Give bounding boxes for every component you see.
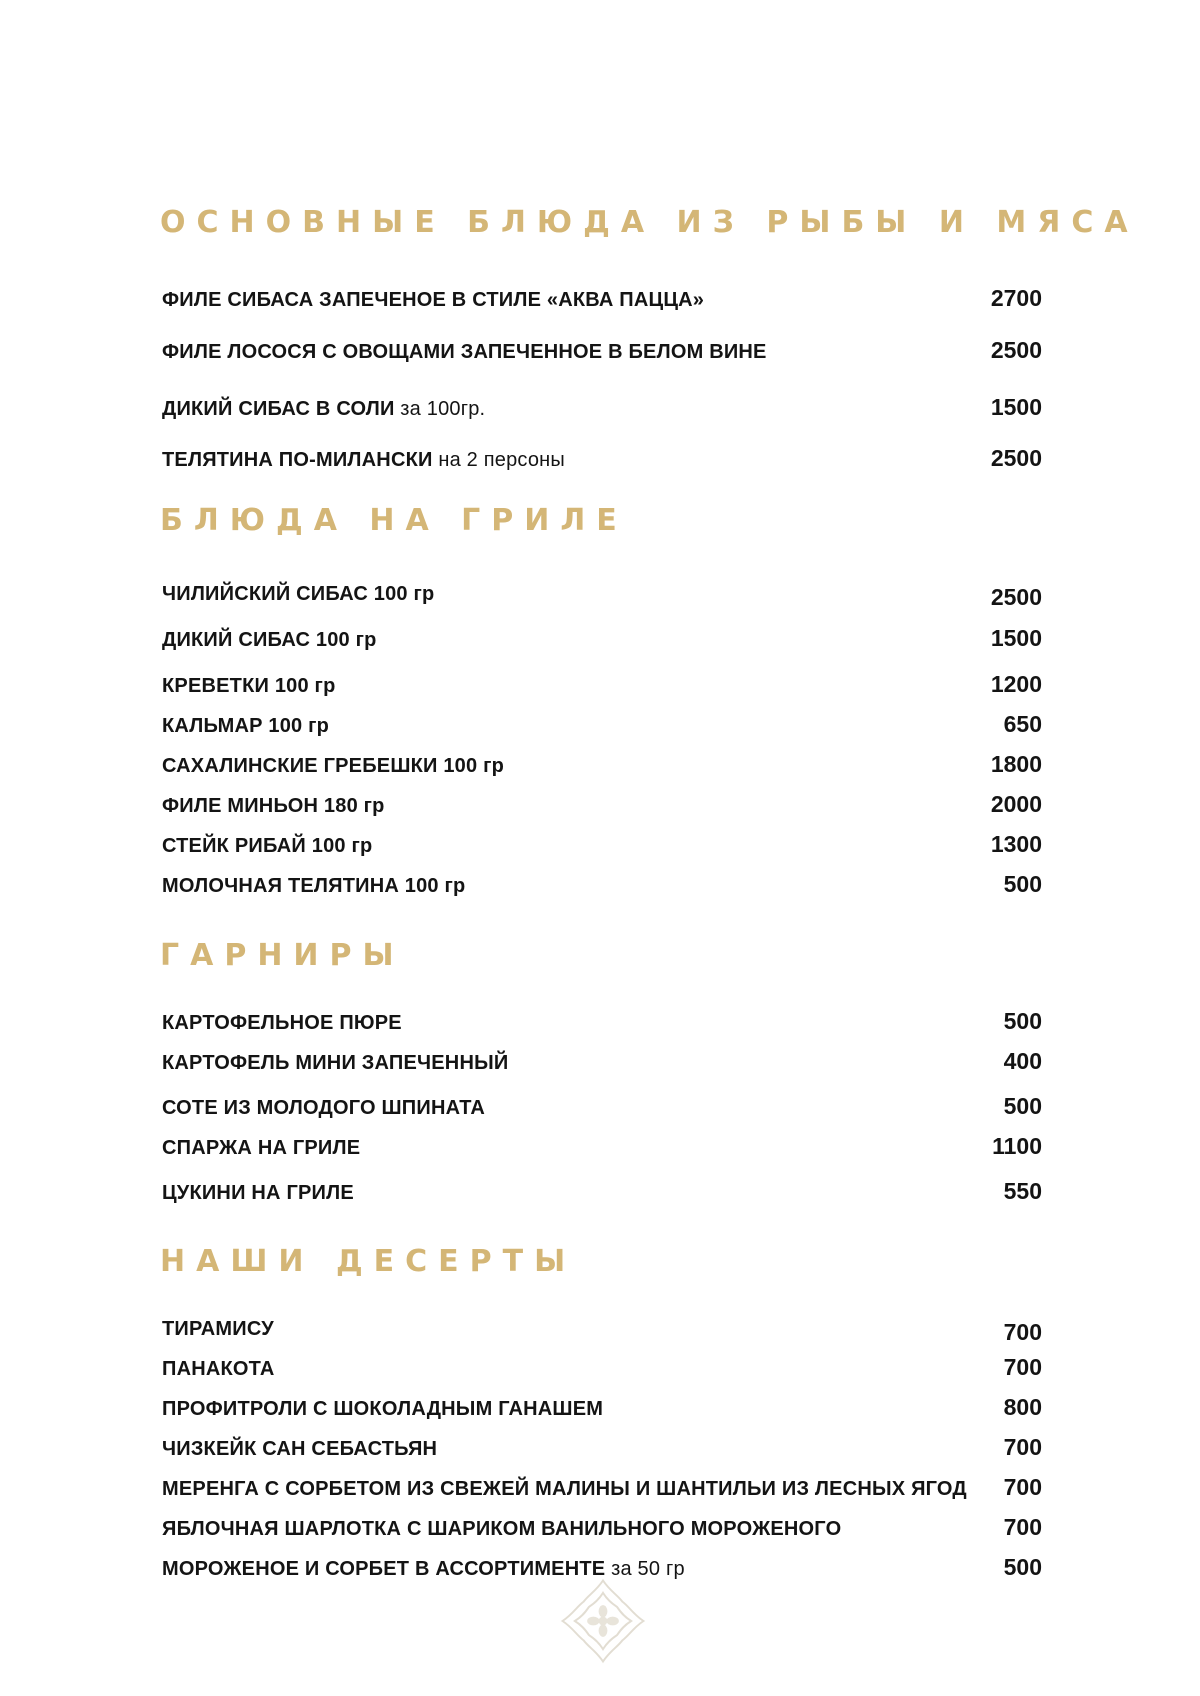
menu-item: [162, 1351, 1042, 1381]
item-price: 1100: [992, 1133, 1042, 1159]
item-price: 400: [1003, 1048, 1042, 1074]
item-name: ЧИЗКЕЙК САН СЕБАСТЬЯН: [162, 1438, 438, 1460]
item-name: ТИРАМИСУ: [162, 1318, 274, 1340]
item-name: КАЛЬМАР 100 гр: [162, 715, 330, 737]
menu-item: [162, 1090, 1042, 1120]
menu-item: [162, 868, 1042, 898]
floral-ornament-icon: [559, 1577, 647, 1665]
item-name: ФИЛЕ МИНЬОН 180 гр: [162, 795, 385, 817]
item-price: 700: [1003, 1354, 1042, 1380]
menu-item: [162, 748, 1042, 778]
item-price: 500: [1003, 1554, 1042, 1580]
menu-item: [162, 442, 1042, 472]
menu-item: [162, 1316, 1042, 1346]
item-price: 2500: [990, 337, 1042, 363]
section-title-sides: ГАРНИРЫ: [160, 938, 405, 973]
item-price: 2500: [990, 584, 1042, 610]
item-price: 700: [1003, 1319, 1042, 1345]
item-name: ЦУКИНИ НА ГРИЛЕ: [162, 1182, 354, 1204]
item-name: ПАНАКОТА: [162, 1358, 275, 1380]
item-price: 2000: [990, 791, 1042, 817]
item-note: на 2 персоны: [438, 449, 565, 471]
item-price: 700: [1003, 1434, 1042, 1460]
item-price: 800: [1003, 1394, 1042, 1420]
item-name: ФИЛЕ СИБАСА ЗАПЕЧЕНОЕ В СТИЛЕ «АКВА ПАЦЦА»: [162, 289, 705, 311]
item-name: САХАЛИНСКИЕ ГРЕБЕШКИ 100 гр: [162, 755, 505, 777]
item-name: ПРОФИТРОЛИ С ШОКОЛАДНЫМ ГАНАШЕМ: [162, 1398, 604, 1420]
item-name: КАРТОФЕЛЬ МИНИ ЗАПЕЧЕННЫЙ: [162, 1052, 509, 1074]
menu-item: [162, 1511, 1042, 1541]
menu-item: [162, 581, 1042, 611]
item-name: КАРТОФЕЛЬНОЕ ПЮРЕ: [162, 1012, 402, 1034]
menu-item: [162, 334, 1042, 364]
item-price: 1500: [990, 625, 1042, 651]
item-name: МОРОЖЕНОЕ И СОРБЕТ В АССОРТИМЕНТЕ за 50 гр: [162, 1558, 685, 1580]
item-name: ЯБЛОЧНАЯ ШАРЛОТКА С ШАРИКОМ ВАНИЛЬНОГО МОРОЖЕНОГО: [162, 1518, 842, 1540]
menu-item: [162, 828, 1042, 858]
item-price: 500: [1003, 1093, 1042, 1119]
item-name: ЧИЛИЙСКИЙ СИБАС 100 гр: [162, 583, 435, 605]
menu-item: [162, 708, 1042, 738]
menu-item: [162, 1471, 1042, 1501]
item-name: ФИЛЕ ЛОСОСЯ С ОВОЩАМИ ЗАПЕЧЕННОЕ В БЕЛОМ ВИНЕ: [162, 341, 767, 363]
item-name: СПАРЖА НА ГРИЛЕ: [162, 1137, 361, 1159]
menu-item: [162, 391, 1042, 421]
section-title-grill: БЛЮДА НА ГРИЛЕ: [160, 503, 628, 538]
menu-item: [162, 282, 1042, 312]
menu-item: [162, 1130, 1042, 1160]
menu-item: [162, 1045, 1042, 1075]
item-name: МЕРЕНГА С СОРБЕТОМ ИЗ СВЕЖЕЙ МАЛИНЫ И ШАНТИЛЬИ ИЗ ЛЕСНЫХ ЯГОД: [162, 1478, 967, 1500]
item-price: 1800: [990, 751, 1042, 777]
item-price: 650: [1003, 711, 1042, 737]
menu-item: [162, 788, 1042, 818]
item-price: 700: [1003, 1514, 1042, 1540]
menu-item: [162, 622, 1042, 652]
item-price: 500: [1003, 1008, 1042, 1034]
item-price: 550: [1003, 1178, 1042, 1204]
menu-item: [162, 1005, 1042, 1035]
item-name: ДИКИЙ СИБАС В СОЛИ за 100гр.: [162, 398, 486, 420]
item-note: за 50 гр: [611, 1558, 685, 1580]
menu-item: [162, 1391, 1042, 1421]
section-title-desserts: НАШИ ДЕСЕРТЫ: [160, 1244, 577, 1279]
item-name: СТЕЙК РИБАЙ 100 гр: [162, 835, 373, 857]
item-price: 500: [1003, 871, 1042, 897]
item-price: 2700: [990, 285, 1042, 311]
item-price: 1200: [990, 671, 1042, 697]
item-name: ТЕЛЯТИНА ПО-МИЛАНСКИ на 2 персоны: [162, 449, 565, 471]
item-name: СОТЕ ИЗ МОЛОДОГО ШПИНАТА: [162, 1097, 486, 1119]
item-name: КРЕВЕТКИ 100 гр: [162, 675, 336, 697]
menu-item: [162, 668, 1042, 698]
item-name: ДИКИЙ СИБАС 100 гр: [162, 629, 377, 651]
item-name: МОЛОЧНАЯ ТЕЛЯТИНА 100 гр: [162, 875, 466, 897]
item-note: за 100гр.: [400, 398, 486, 420]
menu-item: [162, 1431, 1042, 1461]
menu-item: [162, 1175, 1042, 1205]
item-price: 1500: [990, 394, 1042, 420]
section-title-main-courses: ОСНОВНЫЕ БЛЮДА ИЗ РЫБЫ И МЯСА: [160, 205, 1139, 240]
item-price: 2500: [990, 445, 1042, 471]
item-price: 1300: [990, 831, 1042, 857]
item-price: 700: [1003, 1474, 1042, 1500]
